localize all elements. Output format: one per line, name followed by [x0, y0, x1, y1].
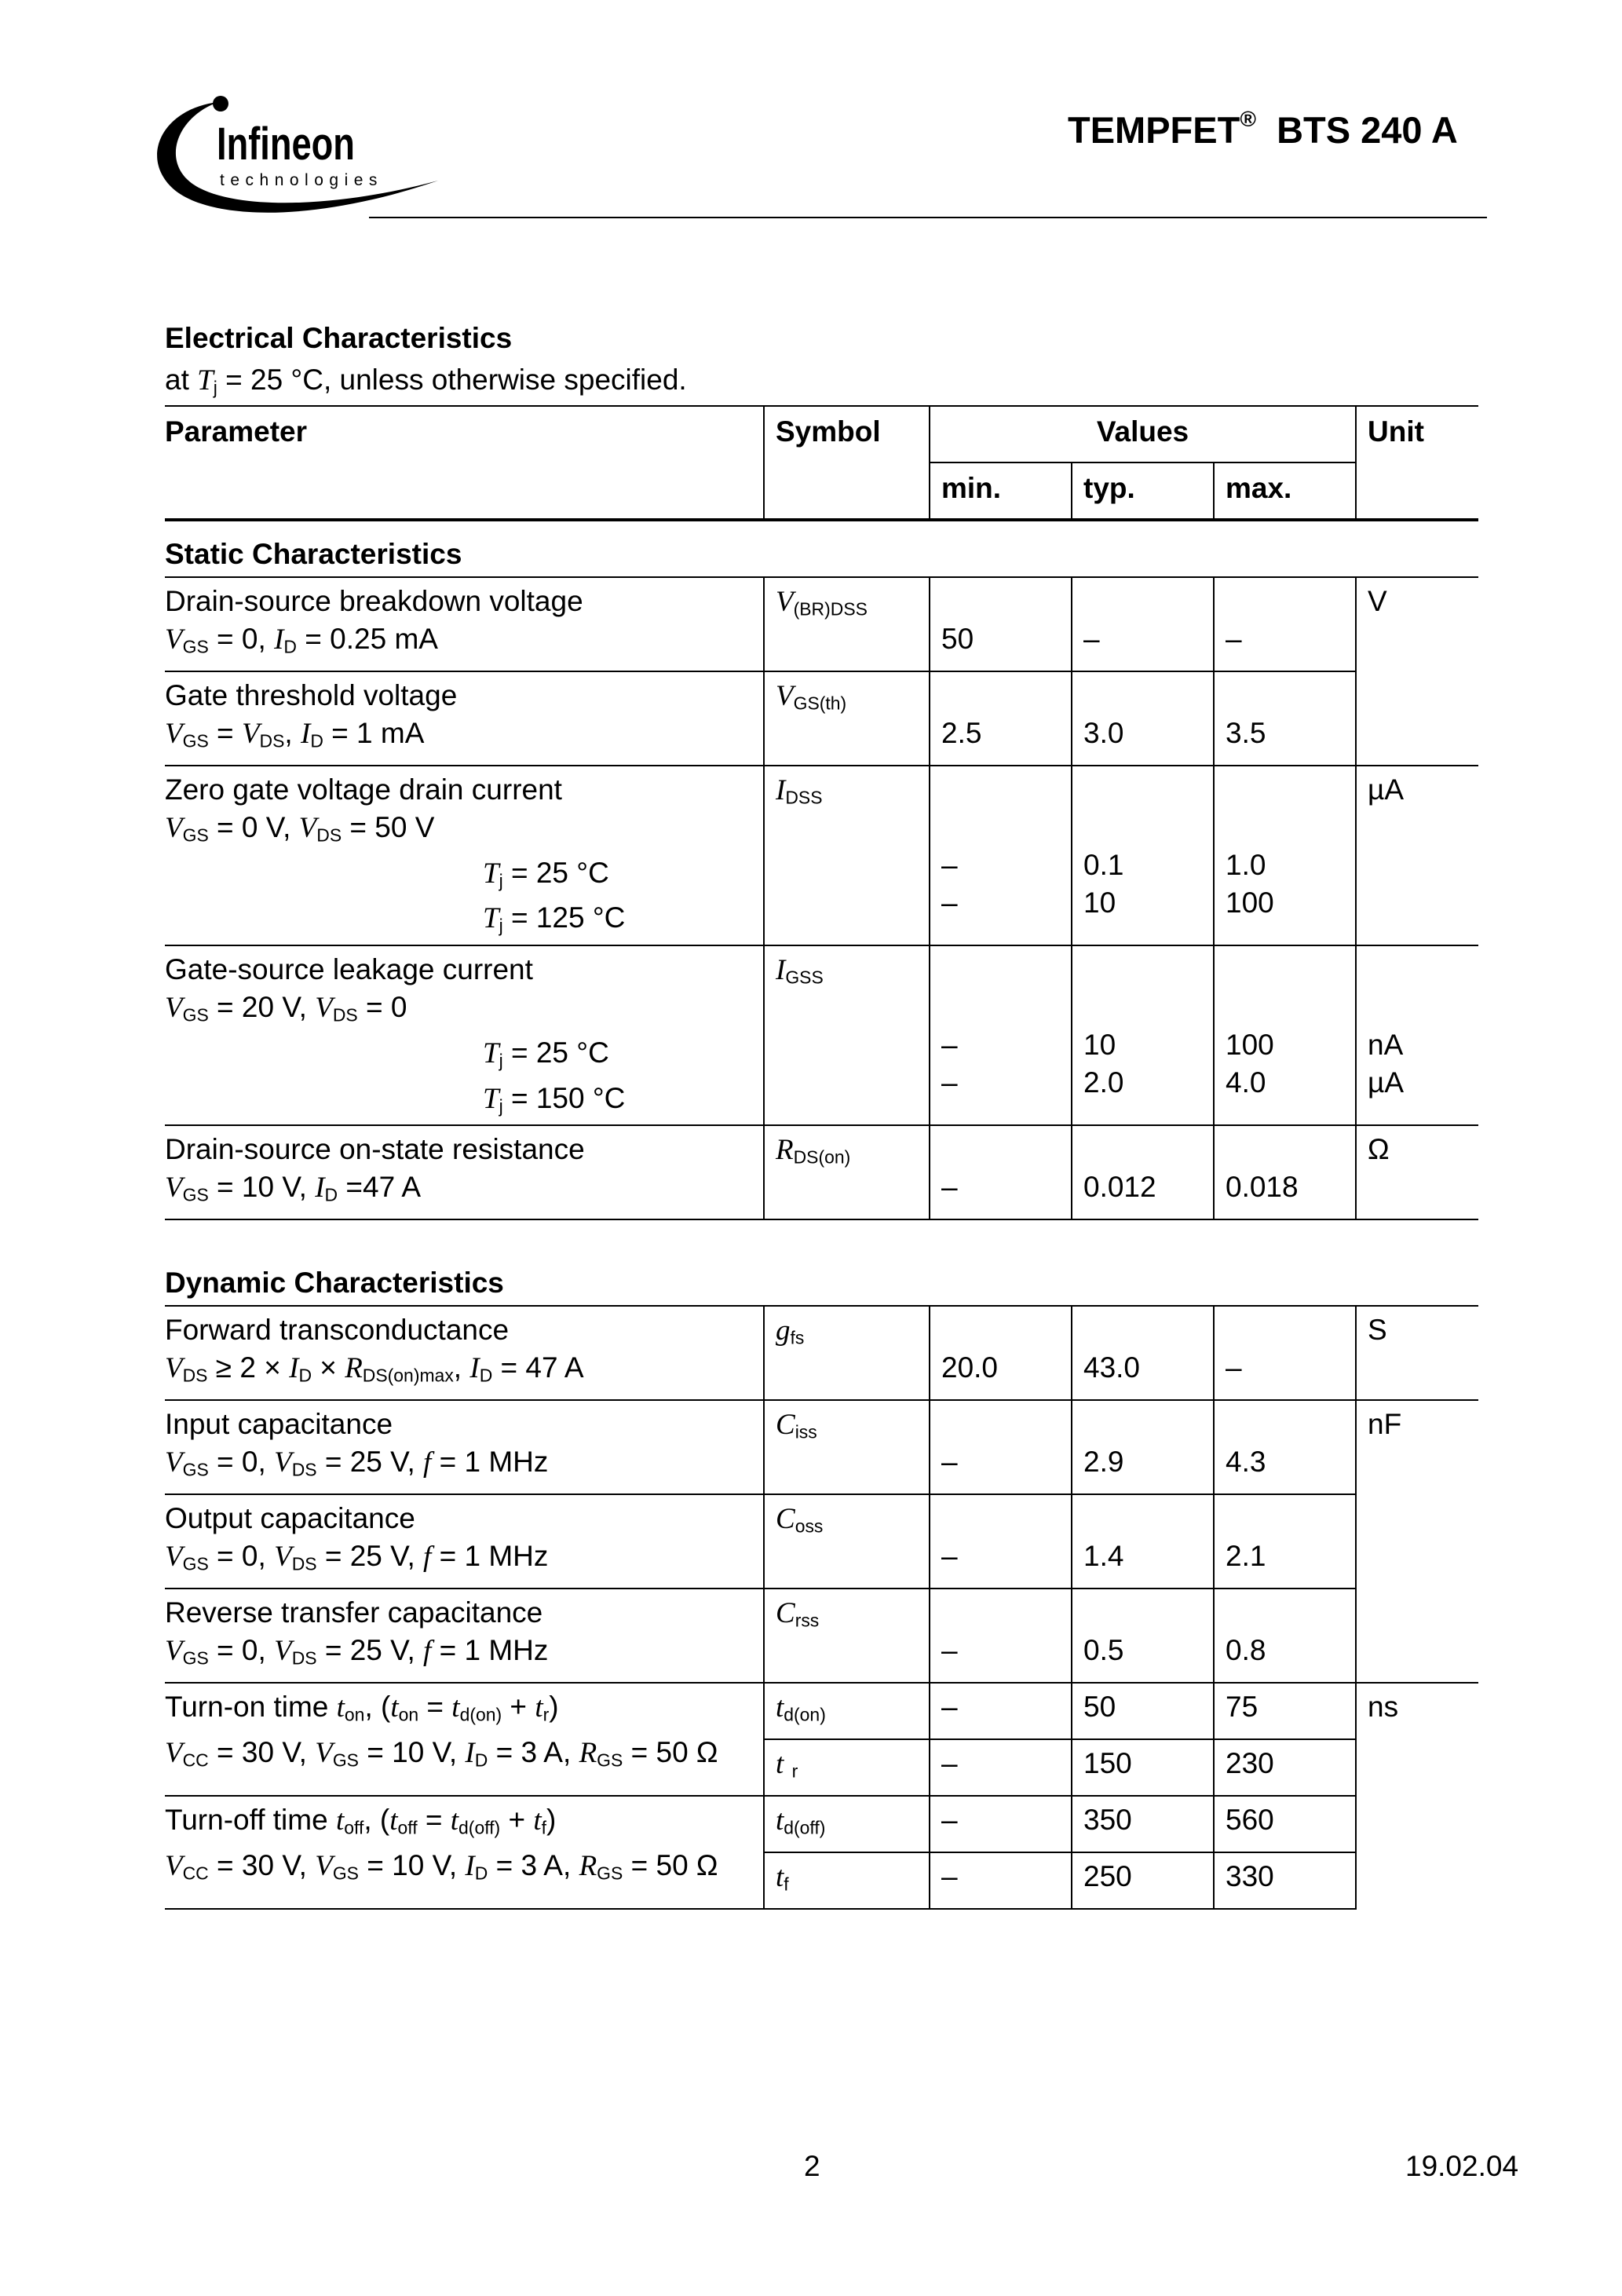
header-parameter: Parameter [165, 406, 764, 462]
table-cell: 1.0 100 [1214, 766, 1356, 945]
table-cell: 20.0 [930, 1306, 1072, 1400]
table-cell: 4.3 [1214, 1400, 1356, 1494]
header-symbol: Symbol [764, 406, 930, 519]
table-row [165, 1125, 1478, 1219]
table-cell: Gate-source leakage current $V_{GS} = 20$ V, $V_{DS} = 0$ $T_j = 25$ °C $T_j = 150$ °C [165, 945, 764, 1125]
table-cell: $R_{DS(on)}$ [764, 1125, 930, 1219]
table-cell: nA µA [1356, 945, 1478, 1125]
table-cell: Forward transconductance $V_{DS} \ge 2 \times I_D \times R_{DS(on)max}$, $I_D = 47$ A [165, 1306, 764, 1400]
table-cell: 3.0 [1072, 671, 1214, 766]
table-cell: 0.8 [1214, 1589, 1356, 1683]
table-cell: $t_{d(off)}$ [764, 1796, 930, 1852]
table-cell: 10 2.0 [1072, 945, 1214, 1125]
table-cell: $g_{fs}$ [764, 1306, 930, 1400]
table-row [165, 577, 1478, 671]
electrical-characteristics-table [165, 405, 1478, 1910]
table-cell: Ω [1356, 1125, 1478, 1219]
table-cell: $C_{oss}$ [764, 1494, 930, 1589]
table-row [165, 1306, 1478, 1400]
table-cell: – – [930, 766, 1072, 945]
table-cell: Output capacitance $V_{GS} = 0$, $V_{DS} = 25$ V, f = 1 MHz [165, 1494, 764, 1589]
table-cell: Reverse transfer capacitance $V_{GS} = 0$, $V_{DS} = 25$ V, f = 1 MHz [165, 1589, 764, 1683]
table-cell: 330 [1214, 1852, 1356, 1909]
table-cell: 2.1 [1214, 1494, 1356, 1589]
table-cell: – [930, 1400, 1072, 1494]
table-cell: 2.5 [930, 671, 1072, 766]
table-cell: $I_{DSS}$ [764, 766, 930, 945]
table-cell: 100 4.0 [1214, 945, 1356, 1125]
table-cell: $I_{GSS}$ [764, 945, 930, 1125]
table-cell: $V_{GS(th)}$ [764, 671, 930, 766]
table-cell: 150 [1072, 1739, 1214, 1796]
table-cell: Turn-off time $t_{off}$, $(t_{off} = t_{d(off)} + t_f)$ $V_{CC} = 30$ V, $V_{GS} = 10$ V, $I_D = 3$ A, $R_{GS} = 50$ Ω [165, 1796, 764, 1909]
table-row [165, 671, 1478, 766]
table-cell: $C_{rss}$ [764, 1589, 930, 1683]
table-cell: 3.5 [1214, 671, 1356, 766]
header-values: Values [930, 406, 1356, 462]
document-date: 19.02.04 [1405, 2150, 1519, 2182]
table-row [165, 945, 1478, 1125]
header-min: min. [930, 462, 1072, 519]
table-cell: 230 [1214, 1739, 1356, 1796]
table-cell: 75 [1214, 1683, 1356, 1739]
table-cell: – [930, 1852, 1072, 1909]
table-row [165, 1400, 1478, 1494]
table-cell: 50 [1072, 1683, 1214, 1739]
table-cell: µA [1356, 766, 1478, 945]
table-cell: Turn-on time $t_{on}$, $(t_{on} = t_{d(on)} + t_r)$ $V_{CC} = 30$ V, $V_{GS} = 10$ V, $I_D = 3$ A, $R_{GS} = 50$ Ω [165, 1683, 764, 1796]
table-row [165, 766, 1478, 945]
table-cell: Drain-source breakdown voltage $V_{GS} = 0$, $I_D = 0.25$ mA [165, 577, 764, 671]
table-cell: $t_{d(on)}$ [764, 1683, 930, 1739]
table-cell: 43.0 [1072, 1306, 1214, 1400]
header-typ: typ. [1072, 462, 1214, 519]
table-cell: – [930, 1683, 1072, 1739]
table-cell: 560 [1214, 1796, 1356, 1852]
table-cell: – [930, 1494, 1072, 1589]
table-cell: – [930, 1125, 1072, 1219]
table-cell: – [1214, 1306, 1356, 1400]
section-condition: at $T_j = 25$ °C, unless otherwise specified. [165, 364, 687, 398]
logo-name: Infineon [217, 119, 355, 170]
section-title: Electrical Characteristics [165, 322, 513, 354]
page-number: 2 [804, 2150, 820, 2182]
table-cell: 0.5 [1072, 1589, 1214, 1683]
table-row [165, 1683, 1478, 1739]
table-cell: Gate threshold voltage $V_{GS} = V_{DS}$, $I_D = 1$ mA [165, 671, 764, 766]
table-cell: – [1072, 577, 1214, 671]
static-characteristics-title: Static Characteristics [165, 538, 462, 570]
table-cell: $V_{(BR)DSS}$ [764, 577, 930, 671]
dynamic-characteristics-title: Dynamic Characteristics [165, 1267, 504, 1300]
table-cell: 50 [930, 577, 1072, 671]
table-cell: $C_{iss}$ [764, 1400, 930, 1494]
table-cell: 2.9 [1072, 1400, 1214, 1494]
table-cell: 0.018 [1214, 1125, 1356, 1219]
document-title: TEMPFET® BTS 240 A [1068, 107, 1458, 151]
table-cell: – [930, 1796, 1072, 1852]
table-cell: 0.012 [1072, 1125, 1214, 1219]
table-cell [165, 462, 764, 519]
table-row [165, 1589, 1478, 1683]
table-cell: Zero gate voltage drain current $V_{GS} = 0$ V, $V_{DS} = 50$ V $T_j = 25$ °C $T_j = 125$ °C [165, 766, 764, 945]
table-cell: – [930, 1589, 1072, 1683]
table-cell: 350 [1072, 1796, 1214, 1852]
table-cell: $t_f$ [764, 1852, 930, 1909]
table-cell: Drain-source on-state resistance $V_{GS} = 10$ V, $I_D =47$ A [165, 1125, 764, 1219]
logo-subtitle: technologies [220, 171, 383, 189]
table-cell: 250 [1072, 1852, 1214, 1909]
table-cell: nF [1356, 1400, 1478, 1683]
table-cell: – – [930, 945, 1072, 1125]
table-cell: – [1214, 577, 1356, 671]
header-unit: Unit [1356, 406, 1478, 519]
header-rule [369, 217, 1487, 218]
table-cell: V [1356, 577, 1478, 766]
table-cell: S [1356, 1306, 1478, 1400]
header-max: max. [1214, 462, 1356, 519]
table-cell: 1.4 [1072, 1494, 1214, 1589]
table-cell: ns [1356, 1683, 1478, 1909]
table-cell: 0.1 10 [1072, 766, 1214, 945]
table-row [165, 1796, 1478, 1852]
table-cell: t $_r$ [764, 1739, 930, 1796]
table-row [165, 1494, 1478, 1589]
table-cell: – [930, 1739, 1072, 1796]
table-cell: Input capacitance $V_{GS} = 0$, $V_{DS} = 25$ V, f = 1 MHz [165, 1400, 764, 1494]
